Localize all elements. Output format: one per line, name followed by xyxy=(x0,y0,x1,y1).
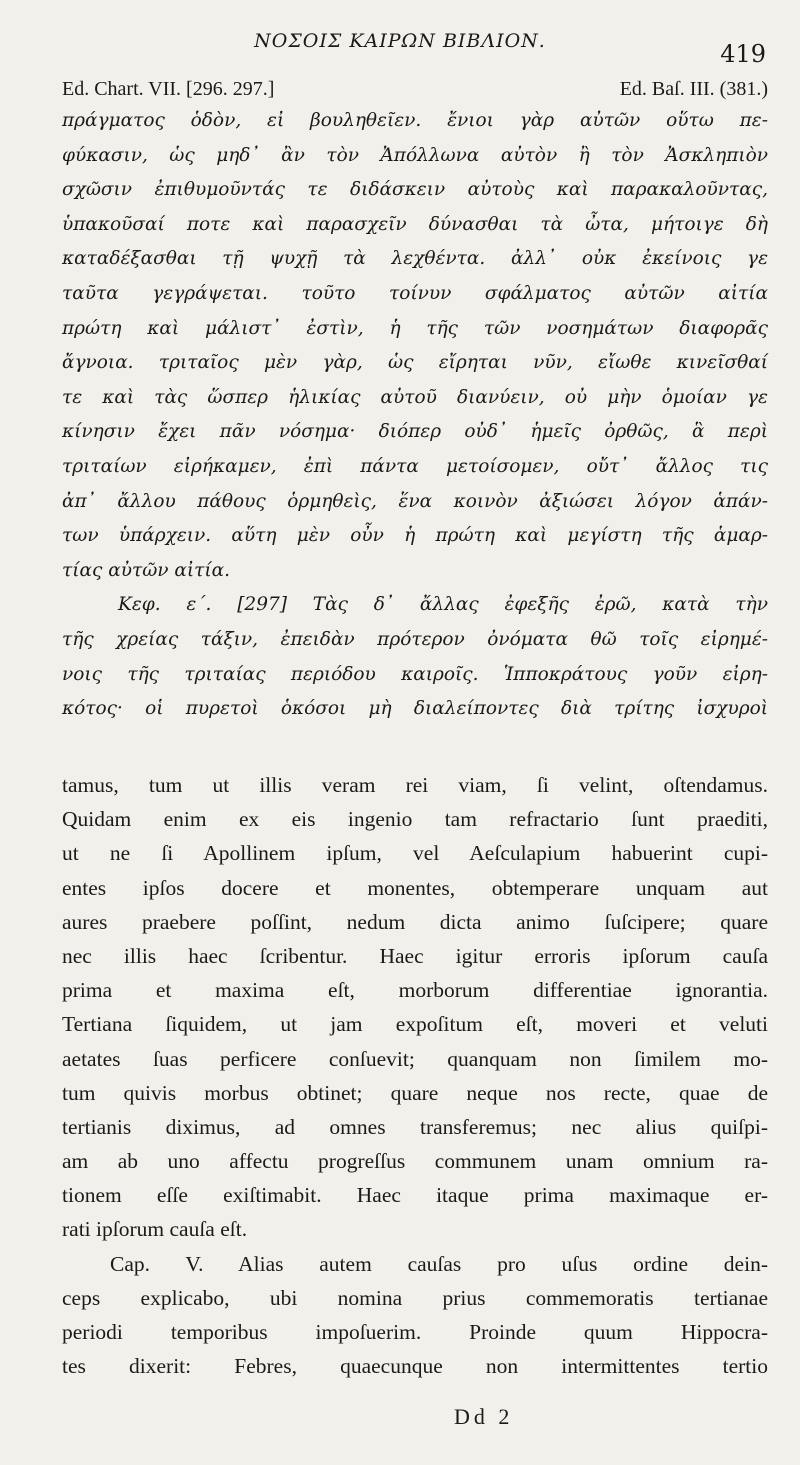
latin-line: prima et maxima eſt, morborum differentiae ignorantia. xyxy=(62,978,768,1003)
latin-line: aures praebere poſſint, nedum dicta animo ſuſcipere; quare xyxy=(62,909,768,934)
latin-line: nec illis haec ſcribentur. Haec igitur erroris ipſorum cauſa xyxy=(62,943,768,968)
latin-line: Tertiana ſiquidem, ut jam expoſitum eſt, moveri et veluti xyxy=(62,1012,768,1037)
latin-line: ut ne ſi Apollinem ipſum, vel Aeſculapium habuerint cupi- xyxy=(62,841,768,866)
greek-line: νοις τῆς τριταίας περιόδου καιροῖς. Ἱπποκράτους γοῦν εἰρη- xyxy=(62,663,768,685)
greek-line: ταῦτα γεγράψεται. τοῦτο τοίνυν σφάλματος αὐτῶν αἰτία xyxy=(62,282,768,304)
latin-line: tamus, tum ut illis veram rei viam, ſi velint, oſtendamus. xyxy=(62,773,768,797)
greek-line: καταδέξασθαι τῇ ψυχῇ τὰ λεχθέντα. ἀλλ᾽ οὐκ ἐκείνοις γε xyxy=(62,248,768,270)
latin-line: entes ipſos docere et monentes, obtemperare unquam aut xyxy=(62,875,768,900)
latin-line: am ab uno affectu progreſſus communem unam omnium ra- xyxy=(62,1149,768,1174)
page-number: 419 xyxy=(720,40,766,68)
latin-chapter-heading-line: Cap. V. Alias autem cauſas pro uſus ordine dein- xyxy=(110,1251,768,1276)
greek-line: φύκασιν, ὡς μηδ᾽ ἂν τὸν Ἀπόλλωνα αὐτὸν ἢ τὸν Ἀσκληπιὸν xyxy=(62,144,768,166)
edition-basel-ref: Ed. Baſ. III. (381.) xyxy=(619,78,768,100)
signature-mark: Dd 2 xyxy=(454,1404,514,1429)
running-title: ΝΟΣΟΙΣ ΚΑΙΡΩΝ ΒΙΒΛΙΟΝ. xyxy=(254,30,546,52)
latin-line: ceps explicabo, ubi nomina prius commemoratis tertianae xyxy=(62,1285,768,1310)
greek-line: ἀπ᾽ ἄλλου πάθους ὁρμηθεὶς, ἕνα κοινὸν ἀξιώσει λόγον ἁπάν- xyxy=(62,490,768,512)
greek-line: τίας αὐτῶν αἰτία. xyxy=(62,559,231,581)
greek-line: κότος· οἱ πυρετοὶ ὁκόσοι μὴ διαλείποντες διὰ τρίτης ἰσχυροὶ xyxy=(62,698,768,720)
latin-line: aetates ſuas perficere conſuevit; quanquam non ſimilem mo- xyxy=(62,1046,768,1071)
greek-line: ἄγνοια. τριταῖος μὲν γὰρ, ὡς εἴρηται νῦν, εἴωθε κινεῖσθαί xyxy=(62,352,768,374)
latin-line: tertianis diximus, ad omnes transferemus; nec alius quiſpi- xyxy=(62,1114,768,1139)
greek-line: ὑπακοῦσαί ποτε καὶ παρασχεῖν δύνασθαι τὰ ὦτα, μήτοιγε δὴ xyxy=(62,213,768,235)
latin-translation-block xyxy=(62,768,768,1383)
greek-line: κίνησιν ἔχει πᾶν νόσημα· διόπερ οὐδ᾽ ἡμεῖς ὀρθῶς, ἃ περὶ xyxy=(62,421,768,443)
latin-line: periodi temporibus impoſuerim. Proinde quum Hippocra- xyxy=(62,1320,768,1344)
greek-line: σχῶσιν ἐπιθυμοῦντάς τε διδάσκειν αὐτοὺς καὶ παρακαλοῦντας, xyxy=(62,179,768,201)
greek-text-block xyxy=(62,104,768,727)
edition-chartier-ref: Ed. Chart. VII. [296. 297.] xyxy=(62,78,275,100)
latin-line: rati ipſorum cauſa eſt. xyxy=(62,1217,248,1242)
greek-chapter-heading-line: Κεφ. ε΄. [297] Τὰς δ᾽ ἄλλας ἐφεξῆς ἐρῶ, κατὰ τὴν xyxy=(118,594,768,616)
latin-line: tionem eſſe exiſtimabit. Haec itaque prima maximaque er- xyxy=(62,1183,768,1208)
latin-line: Quidam enim ex eis ingenio tam refractario ſunt praediti, xyxy=(62,807,768,832)
greek-line: των ὑπάρχειν. αὕτη μὲν οὖν ἡ πρώτη καὶ μεγίστη τῆς ἁμαρ- xyxy=(62,525,768,547)
greek-line: πρώτη καὶ μάλιστ᾽ ἐστὶν, ἡ τῆς τῶν νοσημάτων διαφορᾶς xyxy=(62,317,768,339)
greek-line: τριταίων εἰρήκαμεν, ἐπὶ πάντα μετοίσομεν, οὔτ᾽ ἄλλος τις xyxy=(62,455,768,477)
latin-line: tum quivis morbus obtinet; quare neque nos recte, quae de xyxy=(62,1080,768,1105)
greek-line: τῆς χρείας τάξιν, ἐπειδὰν πρότερον ὀνόματα θῶ τοῖς εἰρημέ- xyxy=(62,628,768,650)
greek-line: τε καὶ τὰς ὥσπερ ἡλικίας αὐτοῦ διανύειν, οὐ μὴν ὁμοίαν γε xyxy=(62,386,768,408)
latin-line: tes dixerit: Febres, quaecunque non intermittentes tertio xyxy=(62,1354,768,1379)
greek-line: πράγματος ὁδὸν, εἰ βουληθεῖεν. ἔνιοι γὰρ αὐτῶν οὕτω πε- xyxy=(62,110,768,131)
